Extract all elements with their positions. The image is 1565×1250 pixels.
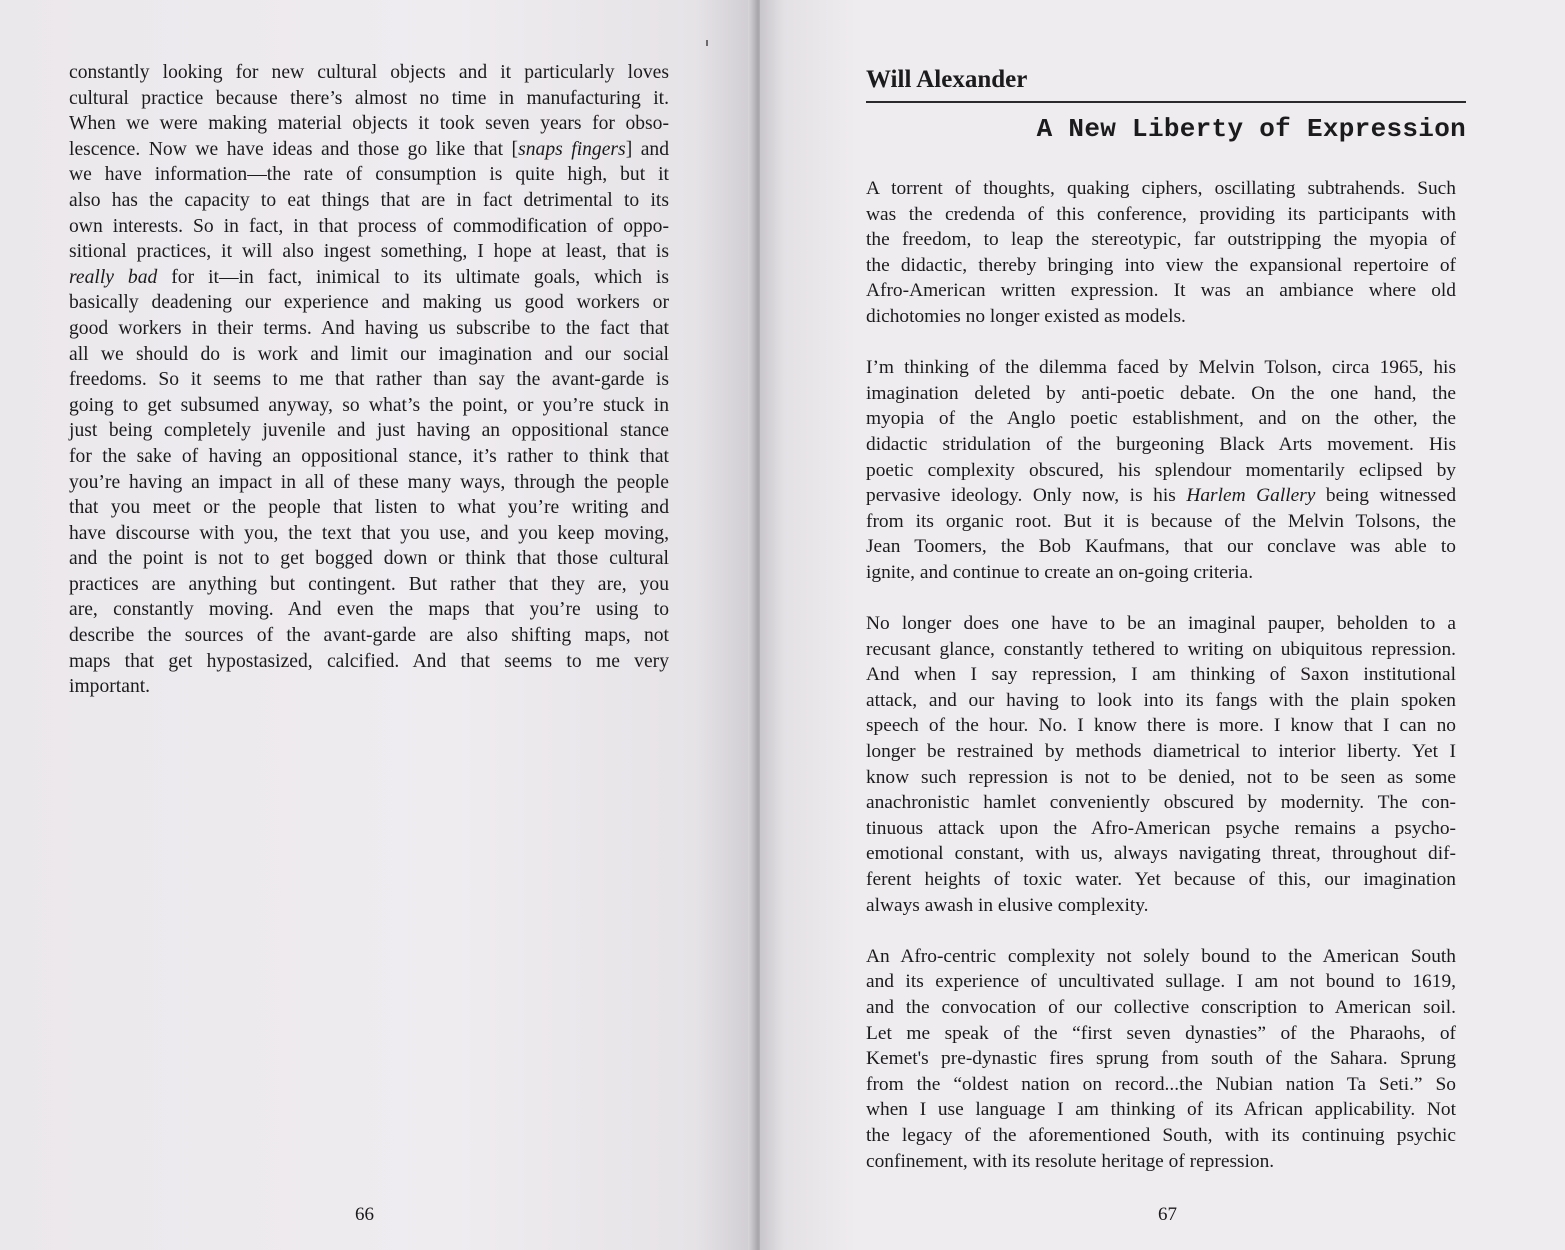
right-page	[760, 0, 1565, 1250]
text-line: confinement, with its resolute heritage of repression.	[866, 1150, 1275, 1172]
left-page-text	[69, 60, 669, 700]
text-line: the legacy of the aforementioned South, with its continuing psychic	[866, 1124, 1456, 1146]
text-line: sitional practices, it will also ingest something, I hope at least, that is	[69, 241, 669, 263]
text-line: ignite, and continue to create an on-going criteria.	[866, 561, 1254, 583]
essay-body	[866, 176, 1456, 1200]
text-line: was the credenda of this conference, providing its participants with	[866, 203, 1456, 225]
text-line: pervasive ideology. Only now, is his Harlem Gallery being witnessed	[866, 485, 1457, 507]
text-line: going to get subsumed anyway, so what’s the point, or you’re stuck in	[69, 394, 669, 416]
text-line: just being completely juvenile and just having an oppositional stance	[69, 420, 669, 442]
text-line: I’m thinking of the dilemma faced by Melvin Tolson, circa 1965, his	[866, 357, 1456, 379]
text-line: all we should do is work and limit our imagination and our social	[69, 343, 669, 365]
text-line: the freedom, to leap the stereotypic, far outstripping the myopia of	[866, 229, 1456, 251]
left-page	[0, 0, 755, 1250]
text-line: and the convocation of our collective conscription to American soil.	[866, 997, 1456, 1018]
paragraph	[866, 611, 1456, 918]
paragraph	[866, 176, 1456, 330]
text-line: attack, and our having to look into its fangs with the plain spoken	[866, 689, 1456, 711]
text-line: know such repression is not to be denied, not to be seen as some	[866, 766, 1456, 788]
text-line: always awash in elusive complexity.	[866, 894, 1149, 916]
author-name: Will Alexander	[866, 66, 1028, 93]
text-line: basically deadening our experience and making us good workers or	[69, 292, 669, 314]
text-line: we have information—the rate of consumption is quite high, but it	[69, 164, 669, 186]
text-line: And when I say repression, I am thinking of Saxon institutional	[866, 664, 1456, 686]
page-number: 66	[355, 1204, 374, 1225]
text-line: from the “oldest nation on record...the Nubian nation Ta Seti.” So	[866, 1073, 1456, 1095]
text-line: myopia of the Anglo poetic establishment, and on the other, the	[866, 408, 1456, 430]
text-line: from its organic root. But it is because of the Melvin Tolsons, the	[866, 510, 1456, 532]
text-line: when I use language I am thinking of its African applicability. Not	[866, 1099, 1456, 1121]
text-line: imagination deleted by anti-poetic debate. On the one hand, the	[866, 382, 1456, 404]
text-line: emotional constant, with us, always navigating threat, throughout dif-	[866, 843, 1456, 865]
paragraph	[866, 355, 1456, 585]
text-line: A torrent of thoughts, quaking ciphers, oscillating subtrahends. Such	[866, 178, 1456, 199]
text-line: ferent heights of toxic water. Yet because of this, our imagination	[866, 869, 1456, 891]
text-line: for the sake of having an oppositional stance, it’s rather to think that	[69, 445, 669, 467]
text-line: recusant glance, constantly tethered to writing on ubiquitous repression.	[866, 638, 1456, 660]
text-line: own interests. So in fact, in that process of commodification of oppo-	[69, 215, 669, 237]
text-line: When we were making material objects it took seven years for obso-	[69, 113, 669, 135]
text-line: practices are anything but contingent. But rather that they are, you	[69, 573, 669, 595]
text-line: didactic stridulation of the burgeoning Black Arts movement. His	[866, 433, 1456, 455]
text-line: are, constantly moving. And even the maps that you’re using to	[69, 599, 669, 621]
text-line: important.	[69, 676, 151, 698]
text-line: anachronistic hamlet conveniently obscured by modernity. The con-	[866, 792, 1456, 814]
text-line: dichotomies no longer existed as models.	[866, 305, 1186, 327]
text-line: speech of the hour. No. I know there is more. I know that I can no	[866, 715, 1456, 737]
text-line: No longer does one have to be an imaginal pauper, beholden to a	[866, 613, 1456, 635]
text-line: Kemet's pre-dynastic fires sprung from south of the Sahara. Sprung	[866, 1048, 1456, 1070]
essay-title: A New Liberty of Expression	[1036, 114, 1466, 144]
text-line: have discourse with you, the text that you use, and you keep moving,	[69, 522, 669, 544]
text-line: really bad for it—in fact, inimical to its ultimate goals, which is	[69, 266, 670, 288]
text-line: and its experience of uncultivated sullage. I am not bound to 1619,	[866, 971, 1456, 993]
text-line: poetic complexity obscured, his splendour momentarily eclipsed by	[866, 459, 1456, 481]
text-line: An Afro-centric complexity not solely bound to the American South	[866, 945, 1456, 967]
text-line: the didactic, thereby bringing into view the expansional repertoire of	[866, 254, 1456, 276]
text-line: good workers in their terms. And having us subscribe to the fact that	[69, 317, 669, 339]
text-line: Jean Toomers, the Bob Kaufmans, that our conclave was able to	[866, 536, 1456, 558]
text-line: and the point is not to get bogged down or think that those cultural	[69, 548, 669, 570]
text-line: lescence. Now we have ideas and those go like that [snaps fingers] and	[69, 138, 670, 160]
text-line: tinuous attack upon the Afro-American psyche remains a psycho-	[866, 817, 1456, 839]
paper-speck	[706, 40, 708, 46]
text-line: cultural practice because there’s almost no time in manufacturing it.	[69, 87, 669, 109]
text-line: freedoms. So it seems to me that rather than say the avant-garde is	[69, 369, 669, 391]
text-line: constantly looking for new cultural objects and it particularly loves	[69, 62, 669, 83]
text-line: describe the sources of the avant-garde are also shifting maps, not	[69, 625, 669, 647]
text-line: longer be restrained by methods diametrical to interior liberty. Yet I	[866, 741, 1456, 763]
paragraph	[866, 944, 1456, 1174]
page-number: 67	[1158, 1204, 1177, 1225]
text-line: Let me speak of the “first seven dynasties” of the Pharaohs, of	[866, 1022, 1456, 1044]
header-rule	[866, 101, 1466, 103]
text-line: Afro-American written expression. It was an ambiance where old	[866, 280, 1456, 302]
text-line: you’re having an impact in all of these many ways, through the people	[69, 471, 669, 493]
text-line: maps that get hypostasized, calcified. And that seems to me very	[69, 650, 669, 672]
text-line: that you meet or the people that listen to what you’re writing and	[69, 497, 669, 519]
text-line: also has the capacity to eat things that are in fact detrimental to its	[69, 189, 669, 211]
